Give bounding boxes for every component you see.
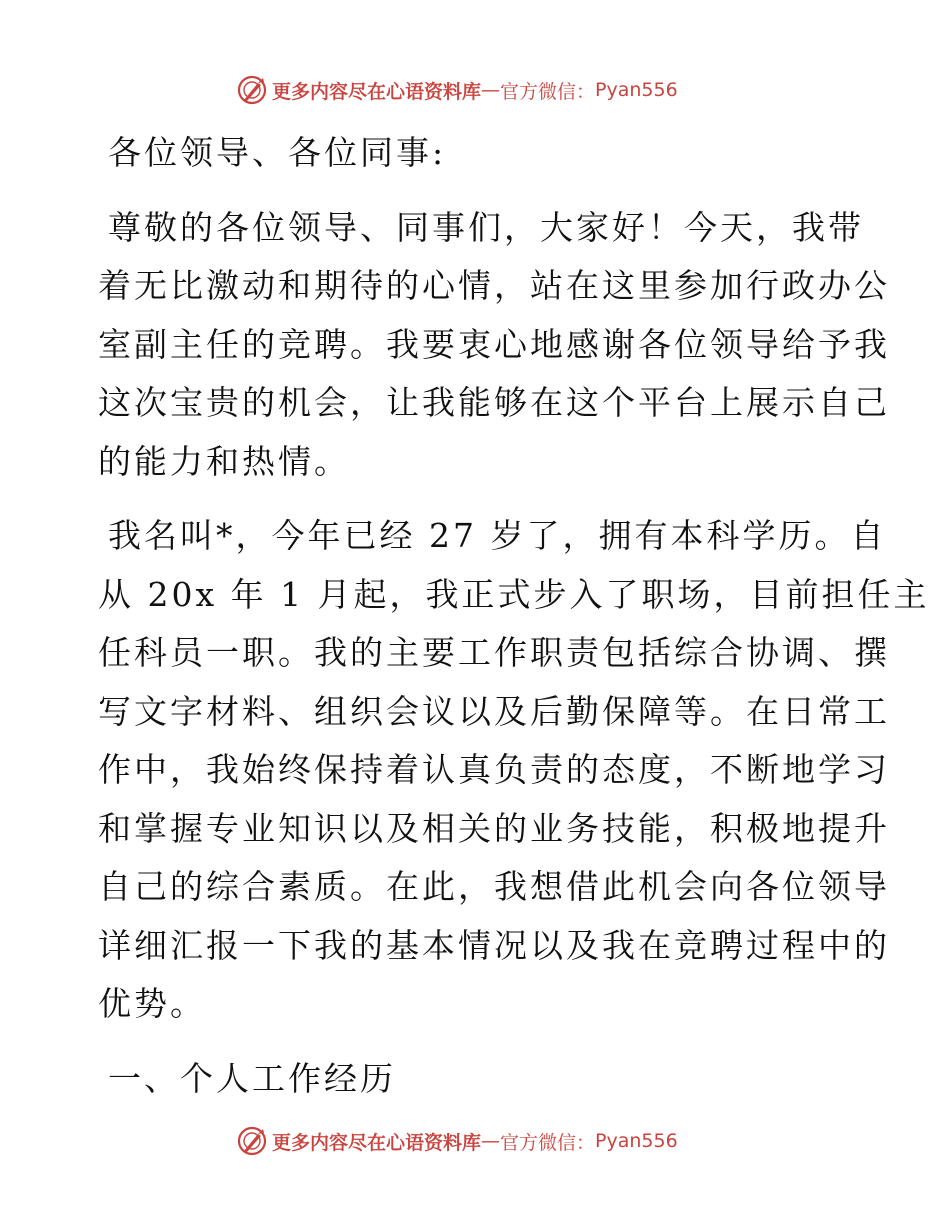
paragraph-line: 的能力和热情。: [98, 441, 350, 481]
paragraph-line: 从 20x 年 1 月起，我正式步入了职场，目前担任主: [98, 574, 930, 614]
quill-pen-logo-icon: [236, 1125, 268, 1157]
watermark-brand: 更多内容尽在心语资料库: [272, 80, 482, 103]
watermark-official: 官方微信：: [500, 80, 596, 103]
paragraph-line: 和掌握专业知识以及相关的业务技能，积极地提升: [98, 808, 890, 848]
paragraph-line: 详细汇报一下我的基本情况以及我在竞聘过程中的: [98, 925, 890, 965]
header-watermark: [236, 72, 678, 108]
paragraph-line: 任科员一职。我的主要工作职责包括综合协调、撰: [98, 633, 890, 672]
paragraph-line: 自己的综合素质。在此，我想借此机会向各位领导: [98, 867, 890, 906]
watermark-official: 官方微信：: [500, 1131, 596, 1154]
paragraph-1: [98, 199, 890, 492]
watermark-brand: 更多内容尽在心语资料库: [272, 1131, 482, 1154]
paragraph-line: 写文字材料、组织会议以及后勤保障等。在日常工: [98, 691, 890, 731]
paragraph-line: 尊敬的各位领导、同事们，大家好！今天，我带: [108, 207, 864, 247]
footer-watermark: [236, 1123, 678, 1159]
section-heading: 一、个人工作经历: [108, 1058, 396, 1098]
salutation: 各位领导、各位同事:: [108, 133, 447, 172]
paragraph-line: 着无比激动和期待的心情，站在这里参加行政办公: [98, 266, 890, 305]
paragraph-line: 我名叫*，今年已经 27 岁了，拥有本科学历。自: [108, 516, 887, 555]
paragraph-line: 作中，我始终保持着认真负责的态度，不断地学习: [98, 750, 890, 789]
paragraph-line: 室副主任的竞聘。我要衷心地感谢各位领导给予我: [98, 324, 890, 364]
watermark-separator: —: [481, 1130, 501, 1152]
watermark-separator: —: [481, 79, 501, 101]
paragraph-line: 这次宝贵的机会，让我能够在这个平台上展示自己: [98, 383, 890, 422]
paragraph-2: [98, 507, 930, 1034]
watermark-wechat-id: Pyan556: [595, 1130, 678, 1152]
paragraph-line: 优势。: [98, 984, 206, 1023]
document-body: [98, 124, 930, 1108]
watermark-wechat-id: Pyan556: [595, 79, 678, 101]
quill-pen-logo-icon: [236, 74, 268, 106]
